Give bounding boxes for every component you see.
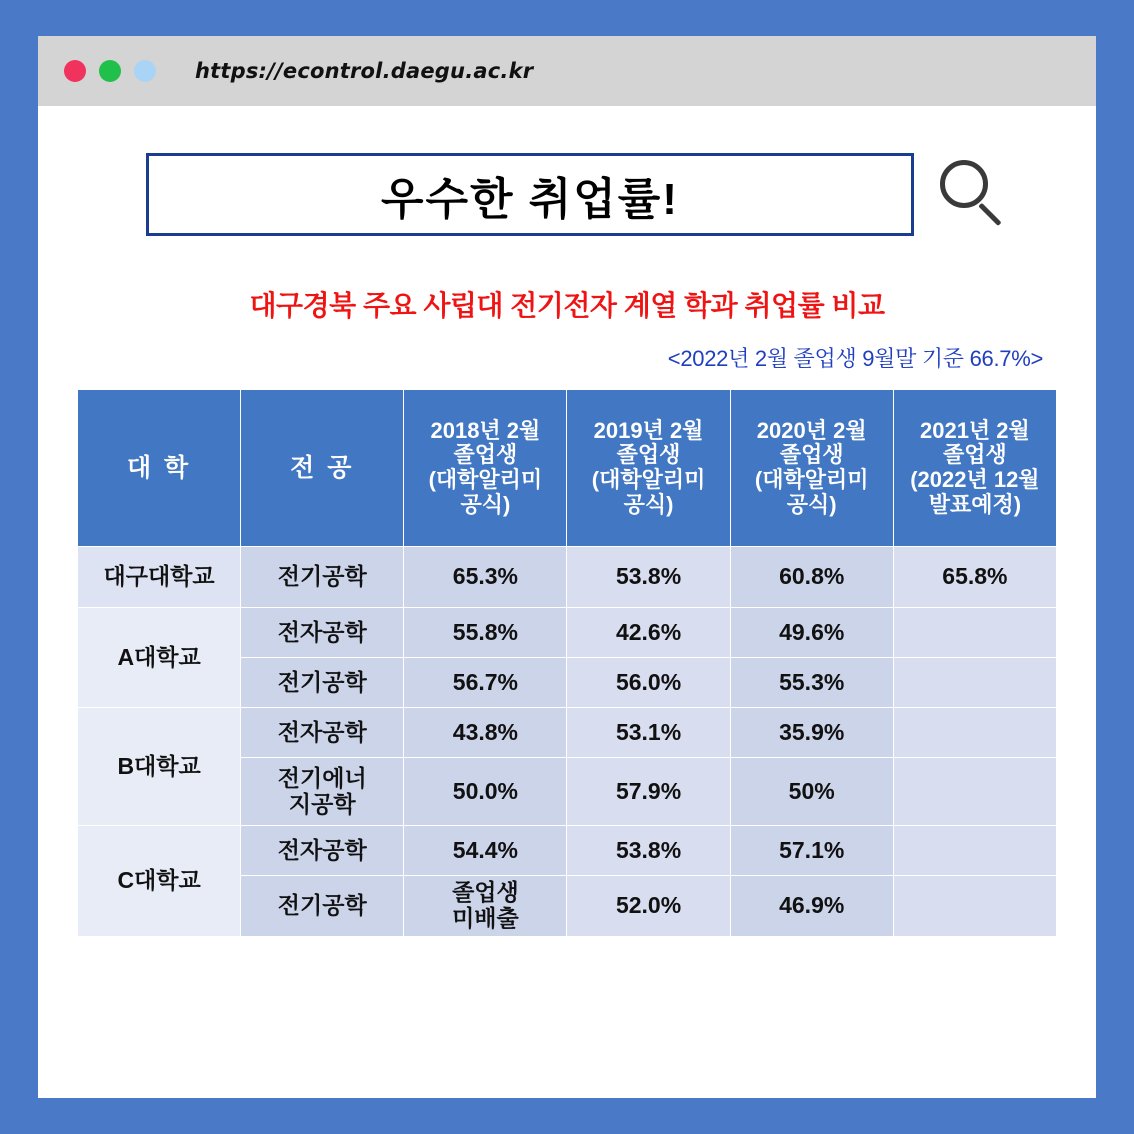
magnifier-lens (940, 160, 988, 208)
cell-value: 55.8% (404, 608, 567, 658)
address-bar-url[interactable]: https://econtrol.daegu.ac.kr (195, 59, 534, 83)
col-2021 (893, 390, 1056, 547)
col-2019 (567, 390, 730, 547)
col-2020-line1: 2020년 2월 (756, 417, 867, 443)
col-2018-line1: 2018년 2월 (430, 417, 541, 443)
cell-value: 졸업생 미배출 (404, 876, 567, 937)
cell-university: A대학교 (78, 608, 241, 708)
cell-value (893, 708, 1056, 758)
col-2018-line2: 졸업생 (453, 442, 518, 468)
employment-rate-table (77, 389, 1057, 937)
hero-row (38, 153, 1096, 236)
cell-major: 전자공학 (241, 708, 404, 758)
cell-major: 전기공학 (241, 876, 404, 937)
table-row (78, 608, 1057, 658)
cell-value: 56.7% (404, 658, 567, 708)
cell-value: 65.3% (404, 547, 567, 608)
cell-university: B대학교 (78, 708, 241, 826)
col-2019-line1: 2019년 2월 (593, 417, 704, 443)
cell-major: 전자공학 (241, 608, 404, 658)
col-2018-line4: 공식) (460, 491, 511, 517)
cell-value: 65.8% (893, 547, 1056, 608)
cell-value: 50.0% (404, 758, 567, 826)
page-title: 우수한 취업률! (381, 174, 679, 224)
hero-search-box[interactable] (146, 153, 914, 236)
col-2020-line4: 공식) (786, 491, 837, 517)
cell-value: 57.1% (730, 826, 893, 876)
col-2021-line1: 2021년 2월 (919, 417, 1030, 443)
subtitle: 대구경북 주요 사립대 전기전자 계열 학과 취업률 비교 (249, 290, 885, 321)
cell-major: 전자공학 (241, 826, 404, 876)
cell-value: 57.9% (567, 758, 730, 826)
cell-value: 53.8% (567, 826, 730, 876)
cell-value: 55.3% (730, 658, 893, 708)
cell-major: 전기공학 (241, 658, 404, 708)
col-2018-line3: (대학알리미 (428, 467, 543, 492)
col-2018 (404, 390, 567, 547)
col-2019-line2: 졸업생 (616, 442, 681, 468)
cell-value: 60.8% (730, 547, 893, 608)
cell-value: 43.8% (404, 708, 567, 758)
col-2020-line3: (대학알리미 (754, 467, 869, 492)
cell-value (893, 876, 1056, 937)
table-row (78, 826, 1057, 876)
table-row (78, 547, 1057, 608)
magnifier-handle (978, 202, 1001, 225)
table-body (78, 547, 1057, 937)
cell-university: 대구대학교 (78, 547, 241, 608)
col-major: 전 공 (241, 390, 404, 547)
cell-value: 42.6% (567, 608, 730, 658)
cell-value (893, 826, 1056, 876)
col-2020 (730, 390, 893, 547)
cell-value: 53.1% (567, 708, 730, 758)
note-text: <2022년 2월 졸업생 9월말 기준 66.7%> (667, 346, 1043, 371)
col-2021-line4: 발표예정) (928, 491, 1022, 517)
cell-value: 50% (730, 758, 893, 826)
browser-chrome (38, 36, 1096, 106)
browser-window (38, 36, 1096, 1098)
cell-value (893, 608, 1056, 658)
col-2019-line4: 공식) (623, 491, 674, 517)
cell-value: 56.0% (567, 658, 730, 708)
cell-value (893, 658, 1056, 708)
col-2021-line2: 졸업생 (943, 442, 1007, 468)
magnifier-icon[interactable] (936, 158, 1010, 232)
cell-value: 53.8% (567, 547, 730, 608)
cell-major: 전기에너 지공학 (241, 758, 404, 826)
cell-value (893, 758, 1056, 826)
cell-value: 35.9% (730, 708, 893, 758)
table-row (78, 708, 1057, 758)
table-header (78, 390, 1057, 547)
cell-value: 54.4% (404, 826, 567, 876)
col-2019-line3: (대학알리미 (591, 467, 706, 492)
window-maximize-dot[interactable] (134, 60, 156, 82)
window-minimize-dot[interactable] (99, 60, 121, 82)
page-content (38, 153, 1096, 937)
cell-value: 49.6% (730, 608, 893, 658)
cell-major: 전기공학 (241, 547, 404, 608)
table-header-row (78, 390, 1057, 547)
cell-value: 46.9% (730, 876, 893, 937)
col-2020-line2: 졸업생 (779, 442, 844, 468)
col-univ: 대 학 (78, 390, 241, 547)
cell-value: 52.0% (567, 876, 730, 937)
col-2021-line3: (2022년 12월 (910, 467, 1040, 492)
cell-university: C대학교 (78, 826, 241, 937)
window-close-dot[interactable] (64, 60, 86, 82)
